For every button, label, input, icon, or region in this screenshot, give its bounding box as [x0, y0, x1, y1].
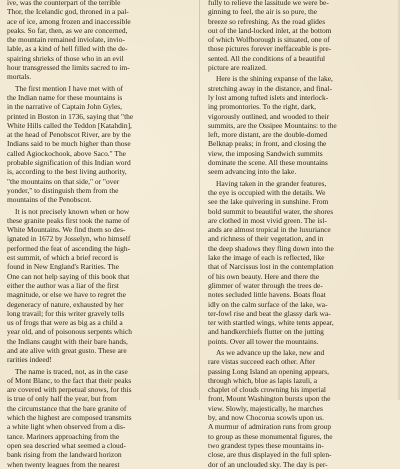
- text-line: found in New England's Rarities. The: [7, 262, 119, 272]
- text-line: open sea descried what seemed a cloud-: [7, 440, 126, 450]
- text-line: us of frogs that were as big as a child a: [7, 318, 123, 328]
- text-line: ace of ice, among frozen and inaccessible: [7, 16, 131, 26]
- text-line: and ate alive with great gusto. These are: [7, 345, 127, 355]
- text-line: the deep shadows they fling down into the: [208, 243, 334, 253]
- text-line: degeneracy of nature, exhausted by her: [7, 299, 124, 309]
- text-line: mountains of the Penobscot.: [7, 195, 92, 205]
- text-line: bold summit to beautiful water, the shores: [208, 206, 334, 216]
- text-line: and richness of their vegetation, and in: [208, 234, 324, 244]
- text-line: the eye is occupied with the details. We: [208, 187, 326, 197]
- text-line: yonder," to distinguish them from the: [7, 185, 119, 195]
- text-line: probable signification of this Indian word: [7, 158, 131, 168]
- text-line: lake the image of each is reflected, like: [208, 253, 325, 263]
- text-line: ter with startled wings, white tents appear,: [208, 318, 334, 328]
- text-line: performed the feat of ascending the high-: [7, 243, 131, 253]
- text-line: mortals.: [7, 72, 32, 82]
- text-line: is, according to the best living authority,: [7, 167, 127, 177]
- text-line: est summit, of which a brief record is: [7, 253, 119, 263]
- text-line: stretching away in the distance, and final-: [208, 83, 333, 93]
- text-line: view. Slowly, majestically, he marches: [208, 403, 323, 413]
- text-line: which the highest are composed transmits: [7, 413, 132, 423]
- text-line: sented. All the conditions of a beautiful: [208, 53, 326, 63]
- text-line: passing Long Island an opening appears,: [208, 366, 330, 376]
- text-line: As we advance up the lake, new and: [216, 347, 325, 357]
- text-line: White Hills called the Teddon [Katahdin],: [7, 120, 132, 130]
- text-line: the Indian name for these mountains is: [7, 92, 123, 102]
- text-line: view, the imposing Sandwich summits: [208, 148, 323, 158]
- text-line: ands are almost tropical in the luxuriance: [208, 225, 331, 235]
- text-line: dominate the scene. All these mountains: [208, 158, 328, 168]
- text-line: rarities indeed!: [7, 355, 52, 365]
- text-line: breeze so refreshing. As the road glides: [208, 16, 326, 26]
- text-line: summits, are the Ossipee Mountains: to the: [208, 120, 337, 130]
- text-line: dor of an unclouded sky. The day is per-: [208, 459, 328, 469]
- text-line: lable, as a kind of hell filled with the de-: [7, 44, 128, 54]
- text-line: a white light when observed from a dis-: [7, 422, 126, 432]
- text-line: through which, blue as lapis lazuli, a: [208, 375, 318, 385]
- text-line: front, Mount Washington bursts upon the: [208, 394, 331, 404]
- text-line: Having taken in the grander features,: [216, 178, 327, 188]
- text-line: notes secluded little havens. Boats float: [208, 290, 326, 300]
- text-line: "the mountains on that side," or "over: [7, 176, 120, 186]
- text-line: are covered with perpetual snows, for this: [7, 385, 132, 395]
- text-line: those pictures forever ineffaceable is pre-: [208, 44, 332, 54]
- text-line: spairing shrieks of those who in an evil: [7, 53, 124, 63]
- text-line: It is not precisely known when or how: [15, 206, 130, 216]
- left-text-column: [7, 0, 193, 469]
- text-line: ing promontories. To the right, dark,: [208, 102, 316, 112]
- right-text-column: [208, 0, 397, 469]
- text-line: bank rising from the landward horizon: [7, 450, 122, 460]
- text-line: A murmur of admiration runs from group: [208, 422, 332, 432]
- text-line: Belknap peaks; in front, and closing the: [208, 139, 327, 149]
- text-line: the mountain remained inviolate, invio-: [7, 35, 125, 45]
- text-line: is true of only half the year, but from: [7, 394, 117, 404]
- text-line: ignated in 1672 by Josselyn, who himself: [7, 234, 131, 244]
- text-line: at the head of Penobscot River, are by the: [7, 130, 131, 140]
- text-line: the Indians caught with their bare hands,: [7, 336, 128, 346]
- text-line: points. Over all tower the mountains.: [208, 336, 319, 346]
- text-line: White Mountains. We find them so des-: [7, 225, 126, 235]
- column-divider: [199, 0, 200, 400]
- text-line: to group as these monumental figures, the: [208, 431, 333, 441]
- text-line: Indians said to be much higher than those: [7, 139, 131, 149]
- text-line: Thor, the Icelandic god, throned in a pal-: [7, 7, 129, 17]
- text-line: are clothed in most vivid green. The isl-: [208, 215, 327, 225]
- text-line: when twenty leagues from the nearest: [7, 459, 120, 469]
- text-line: by, and now Chocorua scowls upon us.: [208, 413, 325, 423]
- text-line: ly lost among tufted islets and interlock-: [208, 92, 329, 102]
- text-line: out of the land-locked inlet, at the bottom: [208, 25, 332, 35]
- text-line: called Agiockochook, above Saco." The: [7, 148, 126, 158]
- text-line: the circumstance that the bare granite of: [7, 403, 127, 413]
- text-line: fully to relieve the lassitude we were be-: [208, 0, 329, 7]
- text-line: two grandest types these mountains in-: [208, 440, 324, 450]
- text-line: printed in Boston in 1736, saying that "the: [7, 111, 134, 121]
- text-line: of which Wolfborough is situated, one of: [208, 35, 330, 45]
- text-line: tance. Mariners approaching from the: [7, 431, 120, 441]
- text-line: hour transgressed the limits sacred to im-: [7, 63, 130, 73]
- text-line: these granite peaks first took the name of: [7, 215, 130, 225]
- text-line: and handkerchiefs flutter on the jutting: [208, 327, 324, 337]
- text-line: The first mention I have met with of: [15, 83, 124, 93]
- text-line: see the lake quivering in sunshine. From: [208, 197, 329, 207]
- text-line: The name is traced, not, as in the case: [15, 366, 128, 376]
- text-line: idly on the calm surface of the lake, wa-: [208, 299, 328, 309]
- text-line: year old, and of poisonous serpents which: [7, 327, 132, 337]
- text-line: seem advancing into the lake.: [208, 167, 297, 177]
- text-line: ter-fowl rise and beat the glassy dark wa-: [208, 308, 331, 318]
- text-line: rare vistas succeed each other. After: [208, 357, 315, 367]
- text-line: Here is the shining expanse of the lake,: [216, 74, 333, 84]
- text-line: peaks. So far, then, as we are concerned,: [7, 25, 128, 35]
- text-line: of Mont Blanc, to the fact that their peaks: [7, 375, 132, 385]
- text-line: chaplet of clouds crowning his imperial: [208, 385, 326, 395]
- text-line: ginning to feel, the air is so pure, the: [208, 7, 318, 17]
- text-line: magnitude, or else we have to regret the: [7, 290, 126, 300]
- text-line: long travail; for this writer gravely tells: [7, 308, 125, 318]
- text-line: ive, was the counterpart of the terrible: [7, 0, 121, 7]
- text-line: One can not help saying of this book that: [7, 271, 130, 281]
- text-line: vigorously outlined, and wooded to their: [208, 111, 330, 121]
- text-line: glimmer of water through the trees de-: [208, 280, 323, 290]
- text-line: left, more distant, are the double-domed: [208, 130, 328, 140]
- text-line: either the author was a liar of the first: [7, 280, 119, 290]
- text-line: of his own beauty. Here and there the: [208, 271, 320, 281]
- text-line: close, are thus displayed in the full splen-: [208, 450, 332, 460]
- text-line: that of Narcissus lost in the contemplation: [208, 262, 334, 272]
- text-line: picture are realized.: [208, 63, 267, 73]
- text-line: in the narrative of Captain John Gyles,: [7, 102, 123, 112]
